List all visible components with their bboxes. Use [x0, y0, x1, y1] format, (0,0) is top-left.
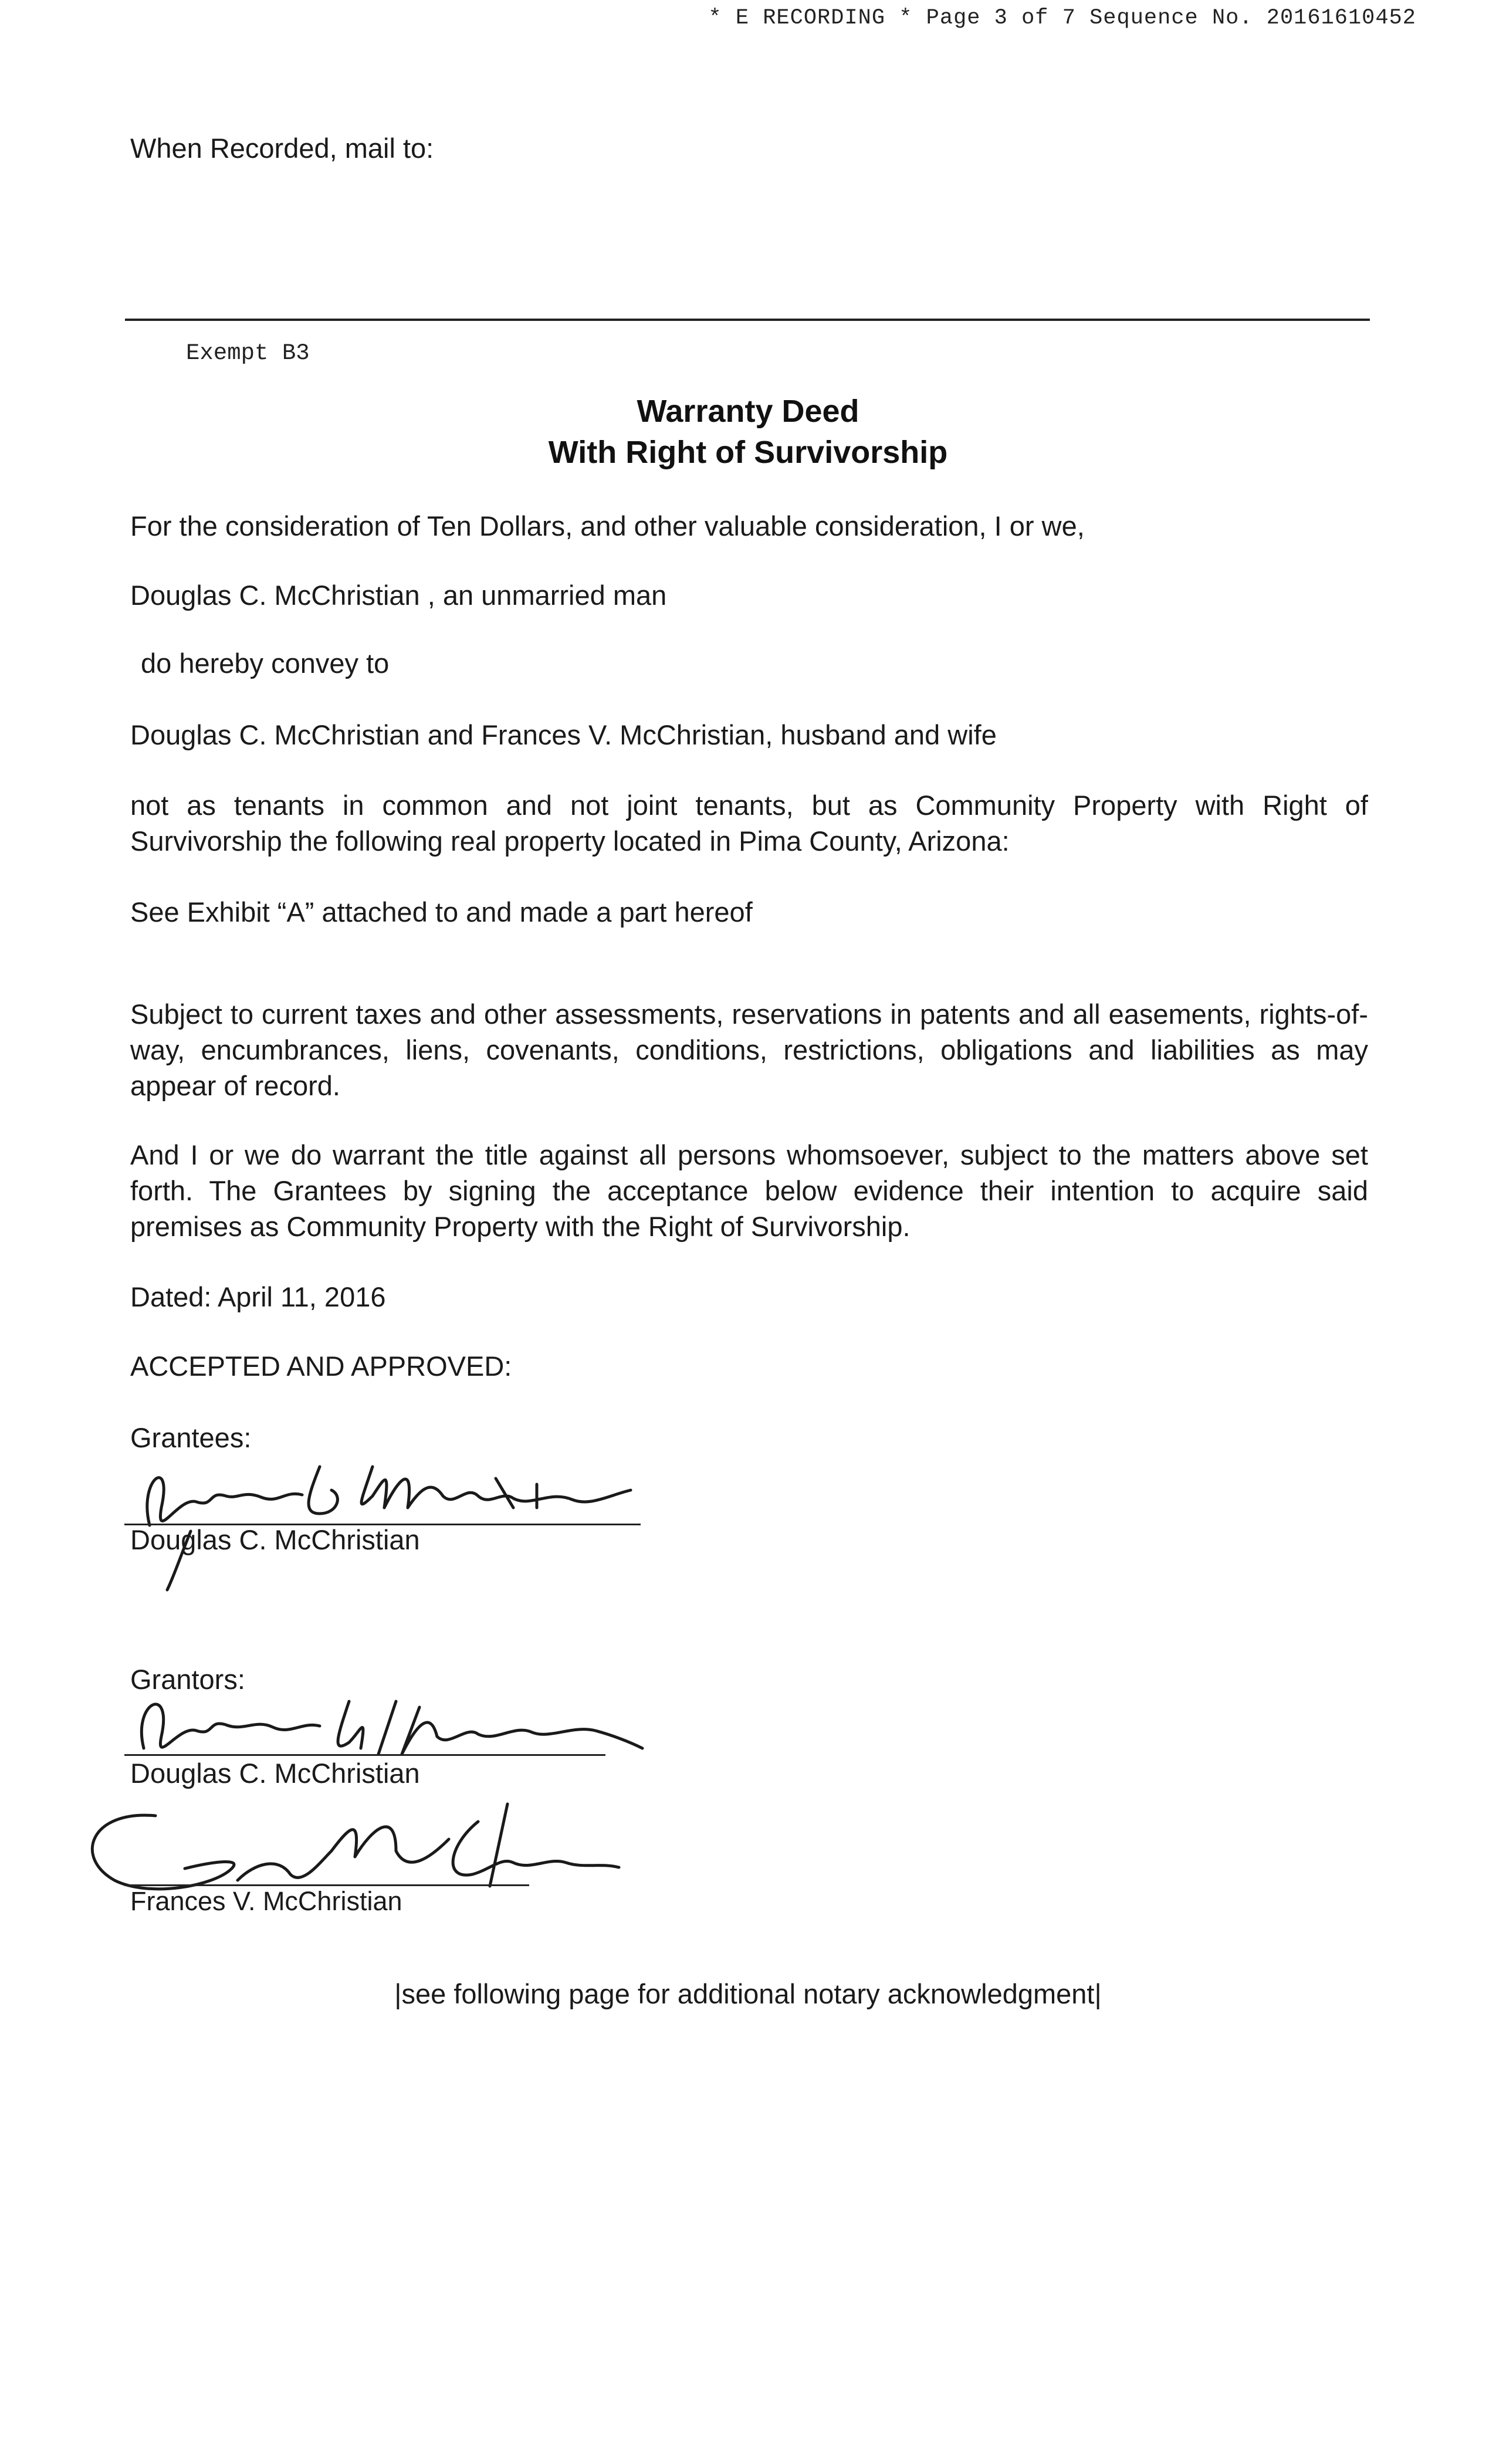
dated-line: Dated: April 11, 2016	[130, 1281, 386, 1312]
tenancy-clause: not as tenants in common and not joint tenants, but as Community Property with Right of Survivorship the following real property located in Pima County, Arizona:	[130, 790, 1368, 857]
subject-to-clause: Subject to current taxes and other assessments, reservations in patents and all easements, rights-of-way, encumbrances, liens, covenants, conditions, restrictions, obligations and liabilities as may appear of record.	[130, 999, 1368, 1101]
grantee-names-line: Douglas C. McChristian and Frances V. McChristian, husband and wife	[130, 719, 997, 750]
grantors-label: Grantors:	[130, 1664, 245, 1695]
exemption-code: Exempt B3	[186, 340, 310, 366]
deed-subtitle: With Right of Survivorship	[548, 435, 948, 470]
grantees-label: Grantees:	[130, 1422, 252, 1453]
deed-title: Warranty Deed	[637, 394, 859, 429]
recording-stamp: * E RECORDING * Page 3 of 7 Sequence No. 20161610452	[708, 6, 1416, 31]
accepted-approved: ACCEPTED AND APPROVED:	[130, 1351, 512, 1382]
grantor-name-line: Douglas C. McChristian , an unmarried man	[130, 580, 667, 611]
exhibit-reference: See Exhibit “A” attached to and made a part hereof	[130, 896, 753, 928]
grantor-name-1: Douglas C. McChristian	[130, 1758, 420, 1789]
return-address-label: When Recorded, mail to:	[130, 133, 434, 164]
warranty-clause: And I or we do warrant the title against all persons whomsoever, subject to the matters above set forth. The Grantees by signing the acceptance below evidence their intention to acquire said premises as Community Property with the Right of Survivorship.	[130, 1139, 1368, 1242]
notary-continuation-note: |see following page for additional notary acknowledgment|	[394, 1978, 1102, 2009]
grantee-name-1: Douglas C. McChristian	[130, 1524, 420, 1555]
convey-clause: do hereby convey to	[141, 648, 390, 679]
recording-divider	[125, 319, 1370, 321]
grantor-name-2: Frances V. McChristian	[130, 1886, 402, 1916]
consideration-clause: For the consideration of Ten Dollars, and other valuable consideration, I or we,	[130, 510, 1085, 541]
